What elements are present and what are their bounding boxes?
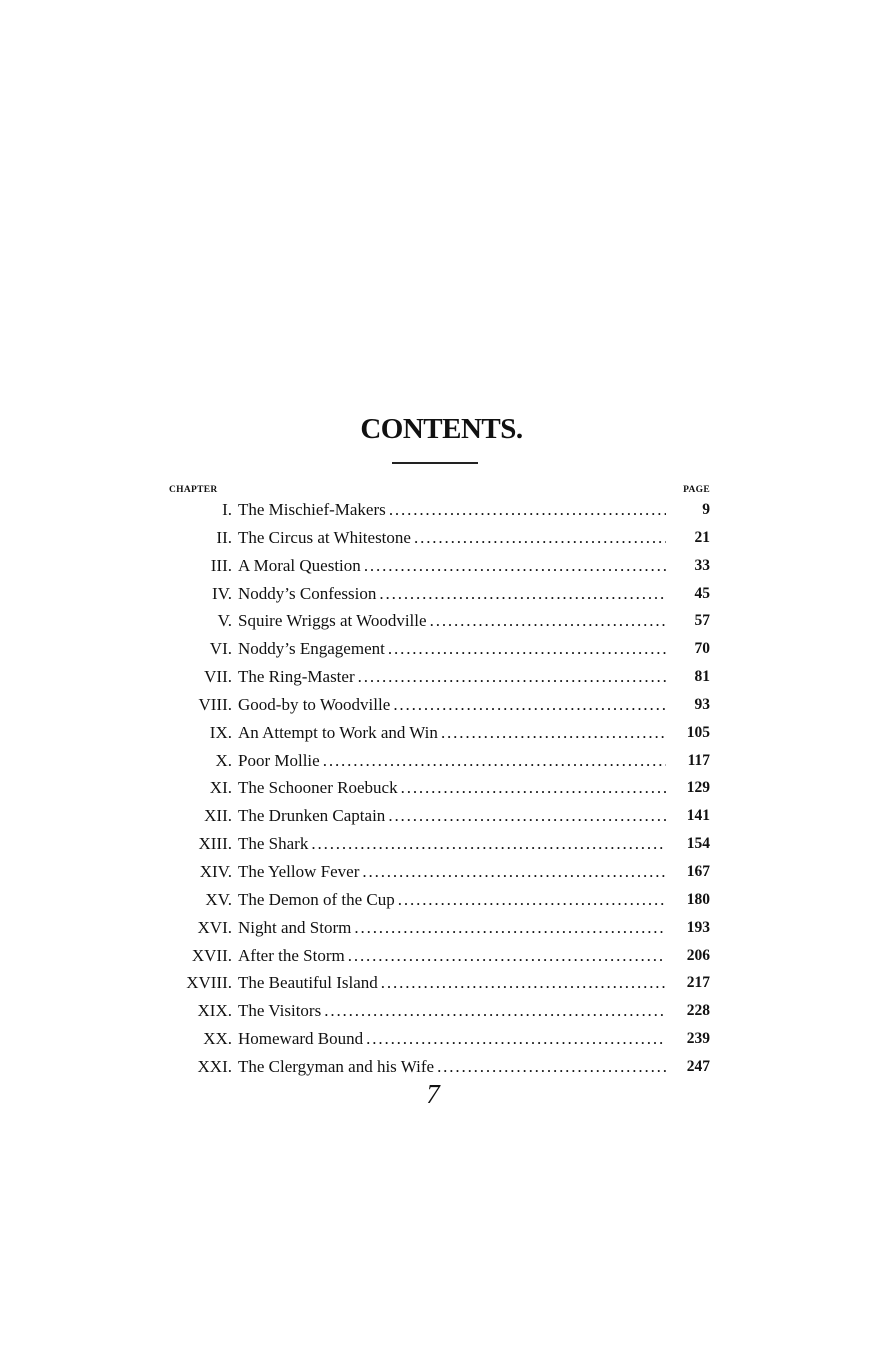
page-number: 193 [686,918,710,936]
toc-row [160,774,712,802]
chapter-number: V. [217,611,232,631]
chapter-number: III. [210,555,232,575]
page-number: 206 [686,946,710,964]
page-number: 117 [687,751,710,769]
chapter-number: XX. [203,1029,232,1049]
page-number: 217 [686,974,710,992]
toc-row [160,1025,712,1053]
toc-row [160,969,712,997]
chapter-title: The Circus at Whitestone . . . [238,524,666,552]
chapter-title: The Schooner Roebuck . . . [238,774,666,802]
toc-row [160,997,712,1025]
chapter-number: IX. [209,722,232,742]
chapter-number: XVIII. [186,973,232,993]
chapter-column-header: CHAPTER [169,485,218,495]
toc-row [160,719,712,747]
page-number: 93 [694,695,710,713]
page-number: 154 [686,835,710,853]
toc-row [160,496,712,524]
page-number: 81 [694,668,710,686]
page-number: 247 [686,1057,710,1075]
chapter-title: Noddy’s Engagement . . . [238,635,666,663]
toc-row [160,886,712,914]
toc-row [160,1053,712,1081]
page-number: 57 [694,612,710,630]
chapter-title: The Drunken Captain . . . [238,802,666,830]
toc-row [160,524,712,552]
chapter-number: XXI. [197,1056,232,1076]
toc-row [160,802,712,830]
toc-row [160,552,712,580]
chapter-title: A Moral Question . . . [238,552,666,580]
chapter-title: An Attempt to Work and Win . . . [238,719,666,747]
chapter-title: After the Storm . . . [238,942,666,970]
page-number: 180 [686,890,710,908]
page-number: 239 [686,1030,710,1048]
chapter-title: Good-by to Woodville . . . [238,691,666,719]
chapter-number: XIV. [199,861,232,881]
chapter-title: The Shark . . . [238,830,666,858]
title-rule [392,462,478,464]
toc-row [160,942,712,970]
page-number: 141 [686,807,710,825]
page-title: CONTENTS. [360,413,523,445]
page-number: 21 [694,528,710,546]
chapter-title: Noddy’s Confession . . . [238,580,666,608]
chapter-number: XIX. [197,1001,232,1021]
chapter-title: The Visitors . . . [238,997,666,1025]
chapter-title: Squire Wriggs at Woodville . . . [238,607,666,635]
chapter-title: Poor Mollie . . . [238,747,666,775]
page-column-header: PAGE [683,485,710,495]
chapter-number: XIII. [198,834,232,854]
table-of-contents [160,496,712,1081]
chapter-number: XII. [204,806,232,826]
toc-row [160,691,712,719]
page-number: 129 [686,779,710,797]
chapter-number: XI. [209,778,232,798]
chapter-number: VII. [204,667,232,687]
page-number: 45 [694,584,710,602]
chapter-title: The Yellow Fever . . . [238,858,666,886]
toc-row [160,914,712,942]
chapter-number: XVI. [197,917,232,937]
toc-row [160,858,712,886]
chapter-number: X. [215,750,232,770]
chapter-number: I. [222,500,232,519]
chapter-title: The Beautiful Island . . . [238,969,666,997]
chapter-number: XV. [205,889,232,909]
chapter-number: XVII. [191,945,232,965]
toc-row [160,830,712,858]
toc-row [160,580,712,608]
chapter-number: VI. [209,639,232,659]
chapter-title: The Demon of the Cup . . . [238,886,666,914]
page-number: 70 [694,640,710,658]
chapter-number: VIII. [198,694,232,714]
page-folio: 7 [426,1079,440,1109]
chapter-number: IV. [212,583,232,603]
chapter-title: The Clergyman and his Wife . . . [238,1053,666,1081]
toc-row [160,607,712,635]
page-number: 33 [694,556,710,574]
chapter-title: The Mischief-Makers . . . [238,496,666,524]
toc-row [160,663,712,691]
toc-row [160,635,712,663]
page-number: 228 [686,1002,710,1020]
page-number: 9 [702,501,710,518]
chapter-number: II. [216,527,232,547]
toc-row [160,747,712,775]
page-number: 167 [686,862,710,880]
chapter-title: The Ring-Master . . . [238,663,666,691]
chapter-title: Night and Storm . . . [238,914,666,942]
chapter-title: Homeward Bound . . . [238,1025,666,1053]
page-number: 105 [686,723,710,741]
